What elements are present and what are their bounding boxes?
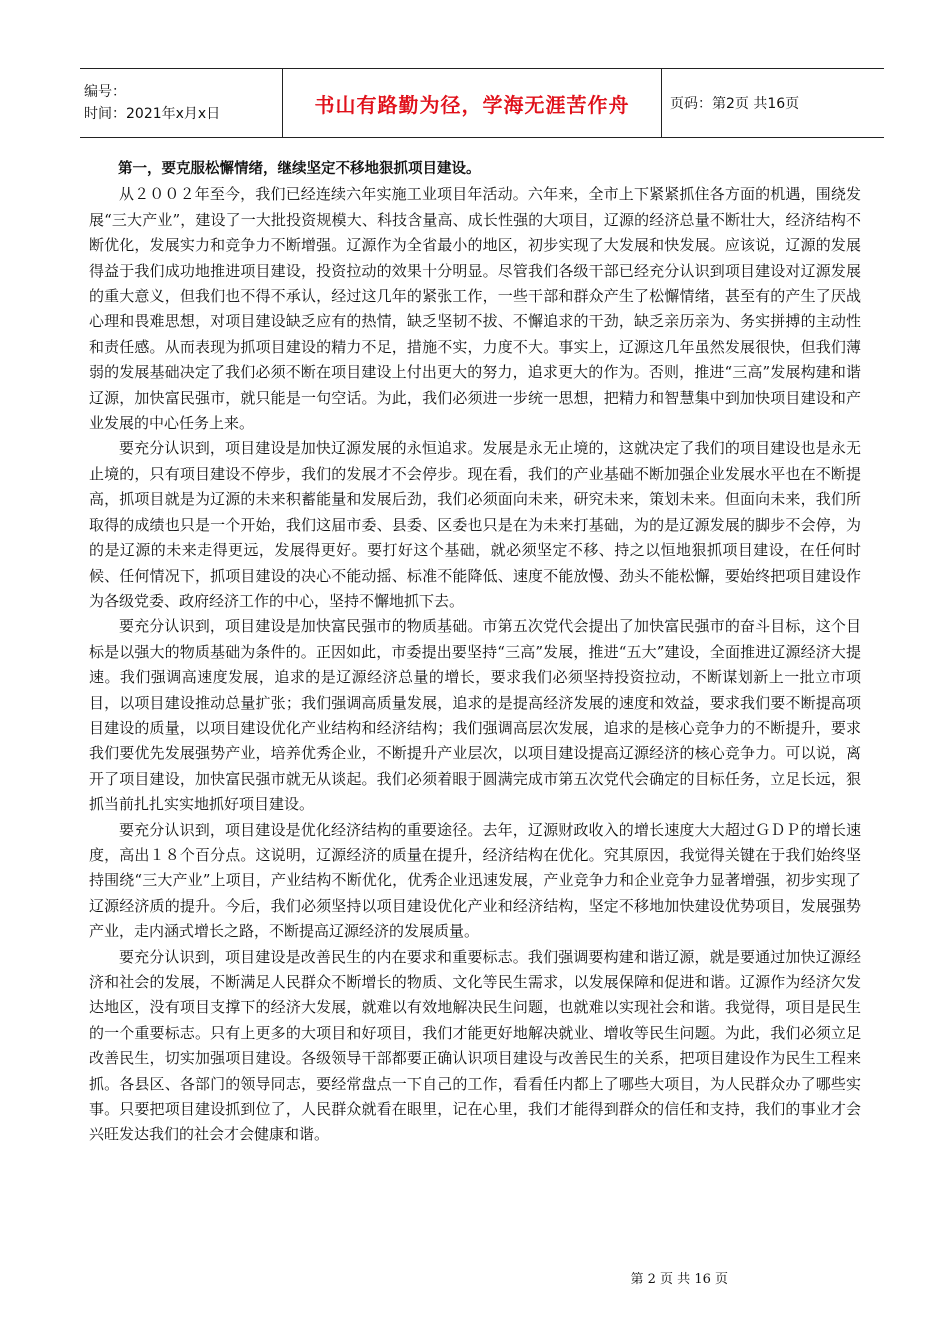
header-meta [80,69,283,138]
body-paragraph: 要充分认识到，项目建设是优化经济结构的重要途径。去年，辽源财政收入的增长速度大大超过ＧＤＰ的增长速度，高出１８个百分点。这说明，辽源经济的质量在提升，经济结构在优化。究其原因，我觉得关键在于我们始终坚持围绕“三大产业”上项目，产业结构不断优化，优秀企业迅速发展，产业竞争力和企业竞争力显著增强，初步实现了辽源经济质的提升。今后，我们必须坚持以项目建设优化产业和经济结构，坚定不移地加快建设优势项目，发展强势产业，走内涵式增长之路，不断提高辽源经济的发展质量。 [89,820,861,941]
body-paragraph: 要充分认识到，项目建设是改善民生的内在要求和重要标志。我们强调要构建和谐辽源，就是要通过加快辽源经济和社会的发展，不断满足人民群众不断增长的物质、文化等民生需求，以发展保障和促进和谐。辽源作为经济欠发达地区，没有项目支撑下的经济大发展，就难以有效地解决民生问题，也就难以实现社会和谐。我觉得，项目是民生的一个重要标志。只有上更多的大项目和好项目，我们才能更好地解决就业、增收等民生问题。为此，我们必须立足改善民生，切实加强项目建设。各级领导干部都要正确认识项目建设与改善民生的关系，把项目建设作为民生工程来抓。各县区、各部门的领导同志，要经常盘点一下自己的工作，看看任内都上了哪些大项目，为人民群众办了哪些实事。只要把项目建设抓到位了，人民群众就看在眼里，记在心里，我们才能得到群众的信任和支持，我们的事业才会兴旺发达我们的社会才会健康和谐。 [89,947,861,1144]
body-paragraph: 从２００２年至今，我们已经连续六年实施工业项目年活动。六年来，全市上下紧紧抓住各方面的机遇，围绕发展“三大产业”，建设了一大批投资规模大、科技含量高、成长性强的大项目，辽源的经济总量不断壮大，经济结构不断优化，发展实力和竞争力不断增强。辽源作为全省最小的地区，初步实现了大发展和快发展。应该说，辽源的发展得益于我们成功地推进项目建设，投资拉动的效果十分明显。尽管我们各级干部已经充分认识到项目建设对辽源发展的重大意义，但我们也不得不承认，经过这几年的紧张工作，一些干部和群众产生了松懈情绪，甚至有的产生了厌战心理和畏难思想，对项目建设缺乏应有的热情，缺乏坚韧不拔、不懈追求的干劲，缺乏亲历亲为、务实拼搏的主动性和责任感。从而表现为抓项目建设的精力不足，措施不实，力度不大。事实上，辽源这几年虽然发展很快，但我们薄弱的发展基础决定了我们必须不断在项目建设上付出更大的努力，追求更大的作为。否则，推进“三高”发展构建和谐辽源，加快富民强市，就只能是一句空话。为此，我们必须进一步统一思想，把精力和智慧集中到加快项目建设和产业发展的中心任务上来。 [89,185,861,433]
section-heading: 第一，要克服松懈情绪，继续坚定不移地狠抓项目建设。 [118,161,481,177]
body-paragraph: 要充分认识到，项目建设是加快辽源发展的永恒追求。发展是永无止境的，这就决定了我们的项目建设也是永无止境的，只有项目建设不停步，我们的发展才不会停步。现在看，我们的产业基础不断加强企业发展水平也在不断提高，抓项目就是为辽源的未来积蓄能量和发展后劲，我们必须面向未来，研究未来，策划未来。但面向未来，我们所取得的成绩也只是一个开始，我们这届市委、县委、区委也只是在为未来打基础，为的是辽源发展的脚步不会停，为的是辽源的未来走得更远，发展得更好。要打好这个基础，就必须坚定不移、持之以恒地狠抓项目建设，在任何时候、任何情况下，抓项目建设的决心不能动摇、标准不能降低、速度不能放慢、劲头不能松懈，要始终把项目建设作为各级党委、政府经济工作的中心，坚持不懈地抓下去。 [89,439,861,610]
document-body [89,157,861,1148]
footer-page-number: 第 2 页 共 16 页 [630,1272,728,1287]
header-motto-cell [283,69,662,138]
document-number-label: 编号： [84,84,126,100]
header-page-info: 页码：第2页 共16页 [662,69,885,138]
header-motto: 书山有路勤为径，学海无涯苦作舟 [314,92,630,117]
document-date: 时间：2021年x月x日 [84,106,221,122]
document-header [80,68,884,138]
body-paragraph: 要充分认识到，项目建设是加快富民强市的物质基础。市第五次党代会提出了加快富民强市的奋斗目标，这个目标是以强大的物质基础为条件的。正因如此，市委提出要坚持“三高”发展，推进“五大”建设，全面推进辽源经济大提速。我们强调高速度发展，追求的是辽源经济总量的增长，要求我们必须坚持投资拉动，不断谋划新上一批立市项目，以项目建设推动总量扩张；我们强调高质量发展，追求的是提高经济发展的速度和效益，要求我们要不断提高项目建设的质量，以项目建设优化产业结构和经济结构；我们强调高层次发展，追求的是核心竞争力的不断提升，要求我们要优先发展强势产业，培养优秀企业，不断提升产业层次，以项目建设提高辽源经济的核心竞争力。可以说，离开了项目建设，加快富民强市就无从谈起。我们必须着眼于圆满完成市第五次党代会确定的目标任务，立足长远，狠抓当前扎扎实实地抓好项目建设。 [89,617,861,814]
